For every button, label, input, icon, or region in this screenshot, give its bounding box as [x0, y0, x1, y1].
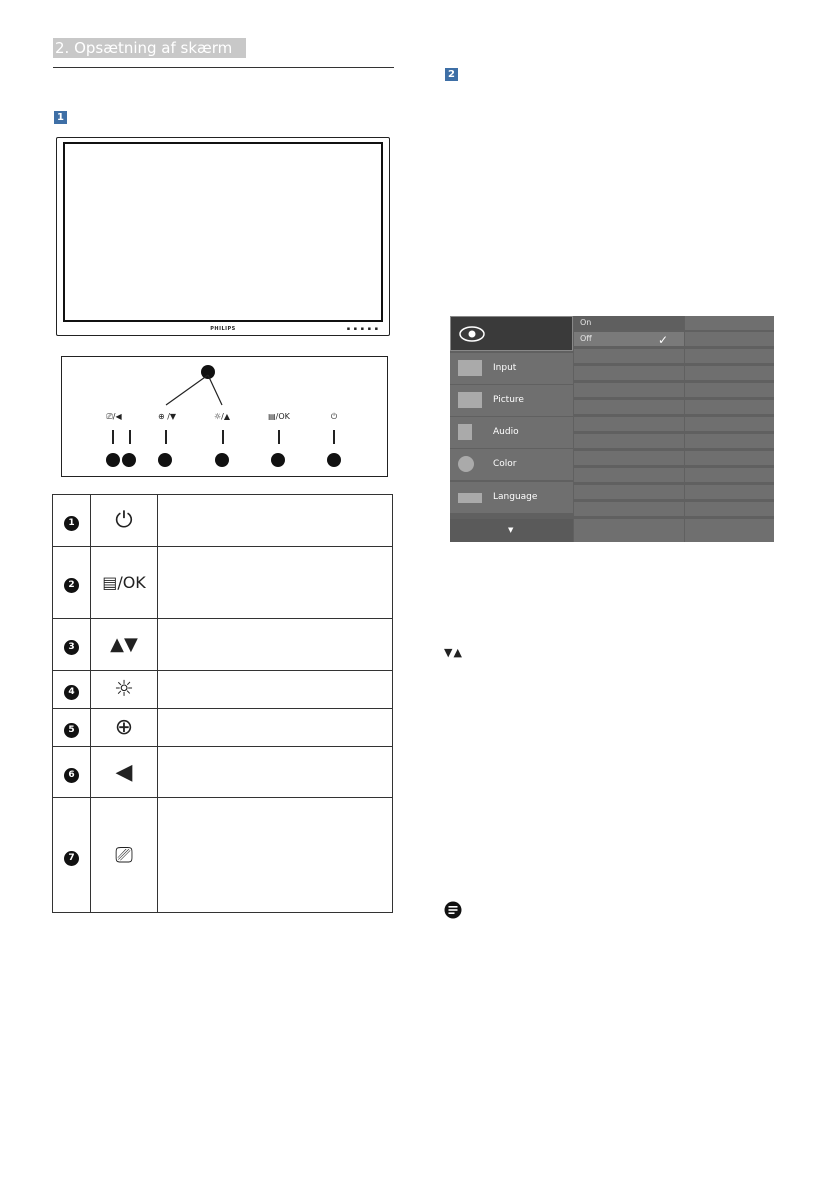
language-icon: [458, 493, 482, 503]
osd-more-indicator: [450, 519, 573, 542]
panel-label-brightness: ☼/▲: [213, 412, 231, 421]
row-description: [158, 619, 393, 671]
osd-row: [574, 485, 684, 499]
monitor-brand-logo: PHILIPS: [210, 326, 236, 332]
osd-row: [685, 332, 774, 346]
osd-values-column: [685, 316, 774, 542]
osd-row: [574, 434, 684, 448]
osd-submenu: [574, 316, 684, 542]
color-icon: [458, 456, 474, 472]
monitor-button-dots: ▪ ▪ ▪ ▪ ▪: [346, 326, 379, 332]
osd-row: [574, 366, 684, 380]
header-rule: [53, 67, 394, 68]
callout-6-dot: [122, 453, 136, 467]
osd-item-label: Input: [493, 363, 517, 373]
chevron-down-icon: ▼: [508, 526, 514, 534]
input-icon: ⊕: [91, 709, 158, 747]
osd-row: [574, 451, 684, 465]
speaker-icon: [458, 424, 472, 440]
osd-row: [685, 485, 774, 499]
row-description: [158, 495, 393, 547]
osd-row: [574, 383, 684, 397]
osd-menu-item: [450, 417, 573, 448]
up-down-arrows-icon: ▲▼: [91, 619, 158, 671]
osd-row: [574, 519, 684, 542]
table-row: [53, 495, 393, 547]
monitor-illustration: [56, 137, 390, 336]
osd-row: [685, 519, 774, 542]
row-description: [158, 747, 393, 798]
osd-row: [685, 349, 774, 363]
osd-menu-item: [450, 385, 573, 416]
row-description: [158, 671, 393, 709]
monitor-screen: [63, 142, 383, 322]
row-number: 1: [64, 516, 79, 531]
table-row: [53, 709, 393, 747]
osd-row: [574, 400, 684, 414]
table-row: [53, 547, 393, 619]
callout-5-dot: [158, 453, 172, 467]
back-arrow-icon: ◀: [91, 747, 158, 798]
table-row: [53, 747, 393, 798]
button-panel-diagram: [61, 356, 388, 477]
row-number: 3: [64, 640, 79, 655]
osd-row: [574, 502, 684, 516]
smartimage-icon: ⎚: [91, 798, 158, 913]
osd-item-label: Language: [493, 492, 538, 502]
osd-item-label: Color: [493, 459, 517, 469]
osd-menu-illustration: [450, 316, 774, 542]
brightness-icon: ☼: [91, 671, 158, 709]
callout-2-dot: [271, 453, 285, 467]
panel-label-input: ⊕ /▼: [157, 412, 177, 421]
row-number: 7: [64, 851, 79, 866]
note-icon: [444, 901, 462, 919]
tick: [129, 430, 131, 444]
osd-selected-item: [450, 316, 573, 351]
osd-option-on: On: [574, 316, 684, 330]
panel-label-smartimage: ⎚/◀: [106, 412, 122, 421]
eye-icon: [457, 324, 487, 344]
step-1-badge: 1: [54, 111, 67, 124]
panel-label-menu-ok: ▤/OK: [268, 412, 290, 421]
table-row: [53, 671, 393, 709]
osd-row: [574, 349, 684, 363]
osd-item-label: Audio: [493, 427, 519, 437]
osd-row: [685, 383, 774, 397]
power-icon: ⏻: [91, 495, 158, 547]
row-number: 4: [64, 685, 79, 700]
osd-row: [685, 468, 774, 482]
table-row: [53, 798, 393, 913]
osd-row: [685, 400, 774, 414]
osd-menu-item: [450, 482, 573, 513]
osd-menu-item: [450, 353, 573, 384]
table-row: [53, 619, 393, 671]
check-icon: ✓: [658, 333, 669, 347]
row-number: 2: [64, 578, 79, 593]
row-description: [158, 798, 393, 913]
panel-label-power: ⏻: [330, 412, 338, 421]
section-title: 2. Opsætning af skærm: [53, 38, 246, 58]
osd-row: [574, 468, 684, 482]
osd-row: [685, 434, 774, 448]
osd-row: [685, 451, 774, 465]
callout-4-dot: [215, 453, 229, 467]
row-number: 6: [64, 768, 79, 783]
osd-row: [574, 417, 684, 431]
down-up-arrows-icon: ▼▲: [444, 646, 463, 659]
osd-main-menu: [450, 316, 573, 542]
osd-row: [685, 502, 774, 516]
osd-option-off: Off: [574, 332, 684, 346]
row-description: [158, 709, 393, 747]
tick: [222, 430, 224, 444]
osd-row: [685, 417, 774, 431]
menu-ok-icon: ▤/OK: [91, 547, 158, 619]
callout-1-dot: [327, 453, 341, 467]
osd-row: [685, 316, 774, 330]
step-2-badge: 2: [445, 68, 458, 81]
osd-row: [685, 366, 774, 380]
row-number: 5: [64, 723, 79, 738]
tick: [278, 430, 280, 444]
osd-item-label: Picture: [493, 395, 524, 405]
controls-table: [52, 494, 393, 913]
tick: [165, 430, 167, 444]
picture-icon: [458, 392, 482, 408]
row-description: [158, 547, 393, 619]
tick: [112, 430, 114, 444]
osd-menu-item: [450, 449, 573, 480]
tick: [333, 430, 335, 444]
callout-7-dot: [106, 453, 120, 467]
input-icon: [458, 360, 482, 376]
